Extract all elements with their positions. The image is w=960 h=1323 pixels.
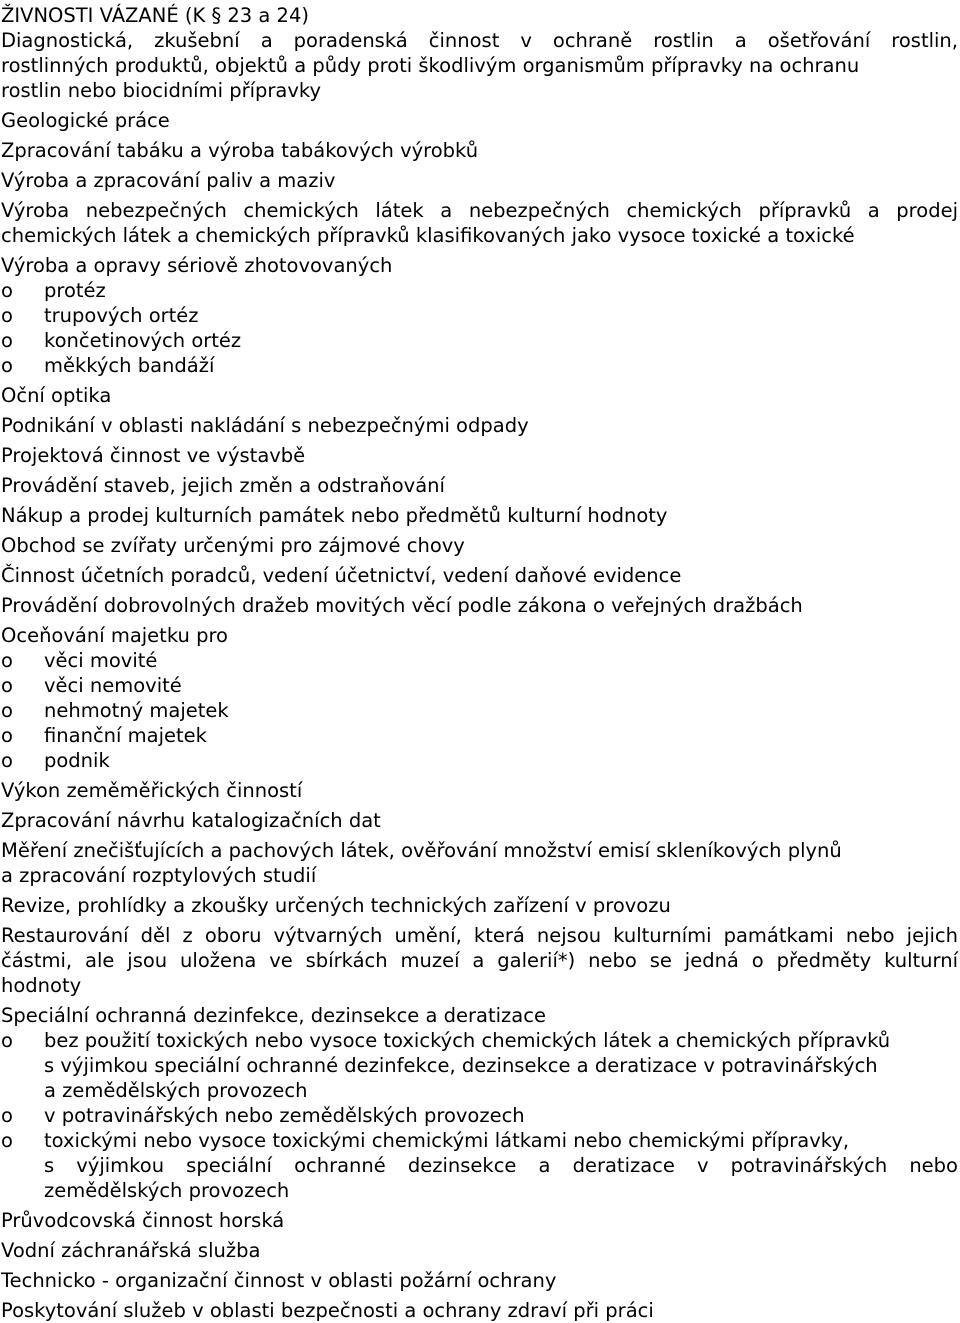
entry-surveying: Výkon zeměměřických činností [1,779,303,802]
bullet-icon: o [1,1104,13,1127]
entry-hazardous-waste: Podnikání v oblasti nakládání s nebezpečnými odpady [1,414,529,437]
entry-line: Diagnostická, zkušební a poradenská činnost v ochraně rostlin a ošetřování rostlin, [1,29,958,52]
entry-construction-design: Projektová činnost ve výstavbě [1,444,306,467]
entry-label: Speciální ochranná dezinfekce, dezinsekce a deratizace [1,1004,546,1027]
list-item [1,748,958,773]
list-item-text: měkkých bandáží [44,354,215,377]
list-item-text: zemědělských provozech [44,1179,290,1202]
entry-line: a zpracování rozptylových studií [1,864,317,887]
entry-pet-trade: Obchod se zvířaty určenými pro zájmové chovy [1,534,465,557]
entry-prosthetics [1,253,958,378]
list-item [1,303,958,328]
entry-line: chemických látek a chemických přípravků klasifikovaných jako vysoce toxické a toxické [1,224,855,247]
document-heading: ŽIVNOSTI VÁZANÉ (K § 23 a 24) [1,4,309,27]
list-item-text: s výjimkou speciální ochranné dezinsekce a deratizace v potravinářských nebo [44,1154,958,1177]
bullet-icon: o [1,1129,13,1152]
bullet-icon: o [1,724,13,747]
list-item [1,353,958,378]
list-item [1,723,958,748]
bullet-icon: o [1,649,13,672]
entry-label: Oceňování majetku pro [1,624,228,647]
list-item [1,1028,958,1103]
entry-art-restoration [1,923,958,998]
list-item [1,648,958,673]
entry-line: rostlin nebo biocidními přípravky [1,79,322,102]
entry-pest-control [1,1003,958,1203]
list-item-text: věci nemovité [44,674,182,697]
list-item-text: bez použití toxických nebo vysoce toxických chemických látek a chemických přípravků [44,1029,891,1052]
bullet-icon: o [1,674,13,697]
list-item-text: a zemědělských provozech [44,1079,308,1102]
list-item-text: věci movité [44,649,158,672]
entry-label: Výroba a opravy sériově zhotovovaných [1,254,393,277]
list-item-text: finanční majetek [44,724,207,747]
entry-property-valuation [1,623,958,773]
entry-cataloguing: Zpracování návrhu katalogizačních dat [1,809,381,832]
list-item-text: končetinových ortéz [44,329,242,352]
entry-water-rescue: Vodní záchranářská služba [1,1239,261,1262]
list-item [1,698,958,723]
list-item [1,278,958,303]
list-item-text: toxickými nebo vysoce toxickými chemickými látkami nebo chemickými přípravky, [44,1129,850,1152]
entry-hazardous-chemicals [1,198,958,248]
entry-emissions [1,838,958,888]
document [1,3,958,1323]
bullet-icon: o [1,1029,13,1052]
entry-cultural-monuments: Nákup a prodej kulturních památek nebo předmětů kulturní hodnoty [1,504,668,527]
entry-plant-protection [1,28,958,103]
entry-line: hodnoty [1,974,82,997]
entry-geological-work: Geologické práce [1,109,170,132]
entry-fire-protection: Technicko - organizační činnost v oblasti požární ochrany [1,1269,557,1292]
list-item-text: nehmotný majetek [44,699,229,722]
entry-line: částmi, ale jsou uložena ve sbírkách muzeí a galerií*) nebo se jedná o předměty kulturní [1,949,958,972]
entry-line: Výroba nebezpečných chemických látek a nebezpečných chemických přípravků a prodej [1,199,958,222]
list-item-text: v potravinářských nebo zemědělských provozech [44,1104,525,1127]
bullet-icon: o [1,354,13,377]
entry-line: Restaurování děl z oboru výtvarných umění, která nejsou kulturními památkami nebo jejich [1,924,958,947]
entry-accounting: Činnost účetních poradců, vedení účetnictví, vedení daňové evidence [1,564,682,587]
bullet-icon: o [1,749,13,772]
bullet-icon: o [1,279,13,302]
entry-construction: Provádění staveb, jejich změn a odstraňování [1,474,445,497]
entry-auctions: Provádění dobrovolných dražeb movitých věcí podle zákona o veřejných dražbách [1,594,803,617]
bullet-icon: o [1,304,13,327]
list-item-text: trupových ortéz [44,304,199,327]
list-item [1,1103,958,1128]
entry-fuels-lubricants: Výroba a zpracování paliv a maziv [1,169,336,192]
entry-line: rostlinných produktů, objektů a půdy proti škodlivým organismům přípravky na ochranu [1,54,860,77]
list-item-text: s výjimkou speciální ochranné dezinfekce, dezinsekce a deratizace v potravinářských [44,1054,878,1077]
bullet-icon: o [1,699,13,722]
list-item [1,328,958,353]
bullet-icon: o [1,329,13,352]
entry-occupational-safety: Poskytování služeb v oblasti bezpečnosti a ochrany zdraví při práci [1,1299,654,1322]
entry-mountain-guide: Průvodcovská činnost horská [1,1209,285,1232]
list-item [1,1128,958,1203]
list-item-text: protéz [44,279,106,302]
entry-tobacco: Zpracování tabáku a výroba tabákových výrobků [1,139,479,162]
entry-optics: Oční optika [1,384,112,407]
list-item-text: podnik [44,749,110,772]
entry-technical-inspections: Revize, prohlídky a zkoušky určených technických zařízení v provozu [1,894,671,917]
entry-line: Měření znečišťujících a pachových látek, ověřování množství emisí skleníkových plynů [1,839,842,862]
list-item [1,673,958,698]
